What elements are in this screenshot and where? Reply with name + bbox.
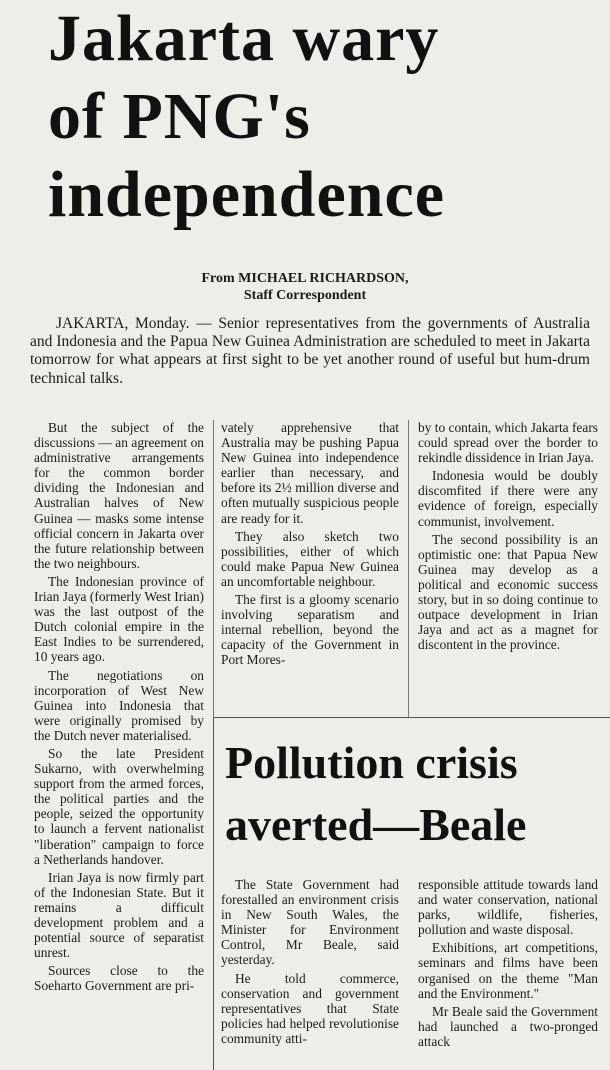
headline-line: averted—Beale (225, 799, 527, 850)
paragraph: responsible attitude towards land and water conservation, national parks, wildlife, fisheries, pollution and waste disposal. (418, 877, 598, 938)
headline-line: independence (48, 158, 446, 231)
intro-paragraph (30, 315, 590, 388)
paragraph: Mr Beale said the Government had launched a two-pronged attack (418, 1003, 598, 1049)
paragraph: But the subject of the discussions — an agreement on administrative arrangements for the common border dividing the Indonesian and Australian halves of New Guinea — masks some intense official concern in Jakarta over the future relationship between the two neighbours. (34, 420, 204, 571)
second-headline (225, 732, 605, 856)
paragraph: by to contain, which Jakarta fears could spread over the border to rekindle dissidence in Irian Jaya. (418, 420, 598, 466)
intro-text: JAKARTA, Monday. — Senior representatives from the governments of Australia and Indonesia and the Papua New Guinea Administration are scheduled to meet in Jakarta tomorrow for what appears at first sight to be yet another round of useful but hum-drum technical talks. (30, 315, 590, 387)
paragraph: The second possibility is an optimistic one: that Papua New Guinea may develop as a political and economic success story, but in so doing continue to outpace development in Irian Jaya and act as a magnet for discontent in the province. (418, 531, 598, 653)
article2-column-2 (418, 877, 598, 1052)
paragraph: The Indonesian province of Irian Jaya (formerly West Irian) was the last outpost of the Dutch colonial empire in the East Indies to be surrendered, 10 years ago. (34, 573, 204, 665)
paragraph: The first is a gloomy scenario involving separatism and internal rebellion, beyond the capacity of the Government in Port Mores- (221, 592, 399, 668)
paragraph: vately apprehensive that Australia may be pushing Papua New Guinea into independence earlier than necessary, and before its 2½ million diverse and often mutually suspicious people are ready for it. (221, 420, 399, 526)
main-headline (48, 0, 608, 234)
headline-line: Pollution crisis (225, 737, 518, 788)
paragraph: Irian Jaya is now firmly part of the Indonesian State. But it remains a difficult development problem and a potential source of separatist unrest. (34, 869, 204, 961)
paragraph: Indonesia would be doubly discomfited if there were any evidence of foreign, especially communist, involvement. (418, 468, 598, 529)
paragraph: So the late President Sukarno, with overwhelming support from the armed forces, the political parties and the people, seized the opportunity to launch a fervent nationalist "liberation" campaign to force a Netherlands handover. (34, 745, 204, 867)
column-rule (408, 420, 409, 717)
paragraph: The negotiations on incorporation of West New Guinea into Indonesia that were originally promised by the Dutch never materialised. (34, 667, 204, 743)
column-rule (213, 420, 214, 717)
byline-name: From MICHAEL RICHARDSON, (201, 271, 409, 286)
article-column-3 (418, 420, 598, 655)
paragraph: The State Government had forestalled an environment crisis in New South Wales, the Minister for Environment Control, Mr Beale, said yesterday. (221, 877, 399, 968)
paragraph: Sources close to the Soeharto Government are pri- (34, 963, 204, 994)
article-column-1 (34, 420, 204, 996)
headline-line: Jakarta wary (48, 2, 440, 75)
paragraph: Exhibitions, art competitions, seminars and films have been organised on the theme "Man and the Environment." (418, 940, 598, 1001)
paragraph: He told commerce, conservation and government representatives that State policies had helped revolutionise community atti- (221, 970, 399, 1046)
article2-column-1 (221, 877, 399, 1049)
box-rule-left (213, 717, 214, 1070)
article-column-2 (221, 420, 399, 671)
headline-line: of PNG's (48, 80, 311, 153)
paragraph: They also sketch two possibilities, either of which could make Papua New Guinea an uncomfortable neighbour. (221, 528, 399, 589)
byline-role: Staff Correspondent (243, 288, 367, 303)
box-rule-top (213, 717, 610, 718)
